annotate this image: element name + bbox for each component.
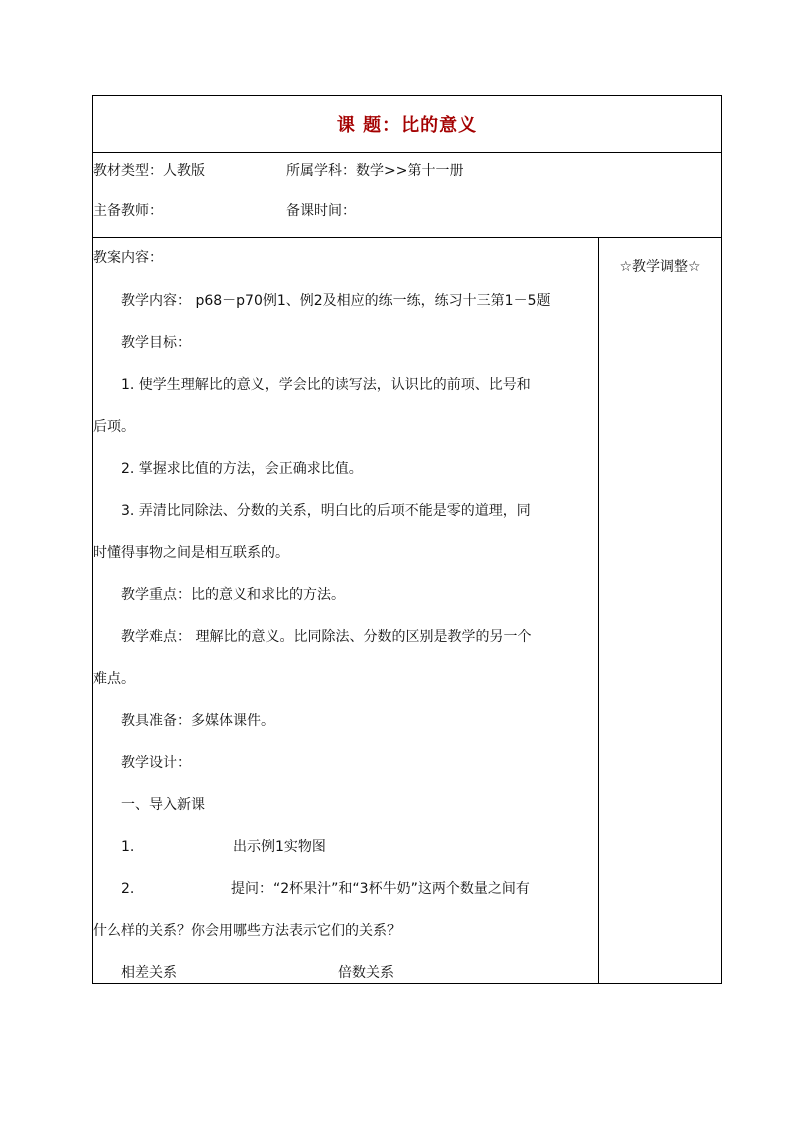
content-line: 2. 掌握求比值的方法，会正确求比值。 bbox=[121, 461, 363, 477]
content-line: 难点。 bbox=[93, 671, 135, 687]
content-line: 教学难点： 理解比的意义。比同除法、分数的区别是教学的另一个 bbox=[121, 629, 532, 645]
step-number: 1. bbox=[121, 839, 135, 855]
content-line: 教具准备：多媒体课件。 bbox=[121, 713, 275, 729]
teaching-adjustment-cell bbox=[599, 238, 721, 983]
info-row bbox=[93, 153, 721, 238]
content-line: 教案内容： bbox=[93, 250, 163, 266]
lesson-content-cell bbox=[93, 238, 599, 983]
info-line-2 bbox=[93, 201, 721, 221]
content-line: 1. 使学生理解比的意义，学会比的读写法，认识比的前项、比号和 bbox=[121, 377, 531, 393]
teaching-adjustment-label: ☆教学调整☆ bbox=[619, 259, 701, 275]
content-line: 教学目标： bbox=[121, 335, 191, 351]
subject: 所属学科：数学>>第十一册 bbox=[286, 163, 464, 179]
content-line: 教学内容： p68－p70例1、例2及相应的练一练，练习十三第1－5题 bbox=[121, 293, 551, 309]
content-line: 后项。 bbox=[93, 419, 135, 435]
info-line-1 bbox=[93, 161, 721, 181]
content-line: 什么样的关系？你会用哪些方法表示它们的关系？ bbox=[93, 923, 401, 939]
step-number: 2. bbox=[121, 881, 135, 897]
content-line: 3. 弄清比同除法、分数的关系，明白比的后项不能是零的道理，同 bbox=[121, 503, 531, 519]
content-line: 时懂得事物之间是相互联系的。 bbox=[93, 545, 289, 561]
textbook-type: 教材类型：人教版 bbox=[93, 163, 205, 179]
relation-multiple: 倍数关系 bbox=[338, 965, 394, 981]
prep-time: 备课时间： bbox=[286, 203, 356, 219]
content-line: 一、导入新课 bbox=[121, 797, 205, 813]
title-row bbox=[93, 96, 721, 153]
step-text: 提问：“2杯果汁”和“3杯牛奶”这两个数量之间有 bbox=[231, 881, 530, 897]
content-line: 教学重点：比的意义和求比的方法。 bbox=[121, 587, 345, 603]
content-line: 教学设计： bbox=[121, 755, 191, 771]
lesson-title: 课 题：比的意义 bbox=[336, 115, 478, 136]
relation-difference: 相差关系 bbox=[121, 965, 177, 981]
step-text: 出示例1实物图 bbox=[233, 839, 326, 855]
lead-teacher: 主备教师： bbox=[93, 203, 163, 219]
lesson-plan-table bbox=[92, 95, 722, 984]
